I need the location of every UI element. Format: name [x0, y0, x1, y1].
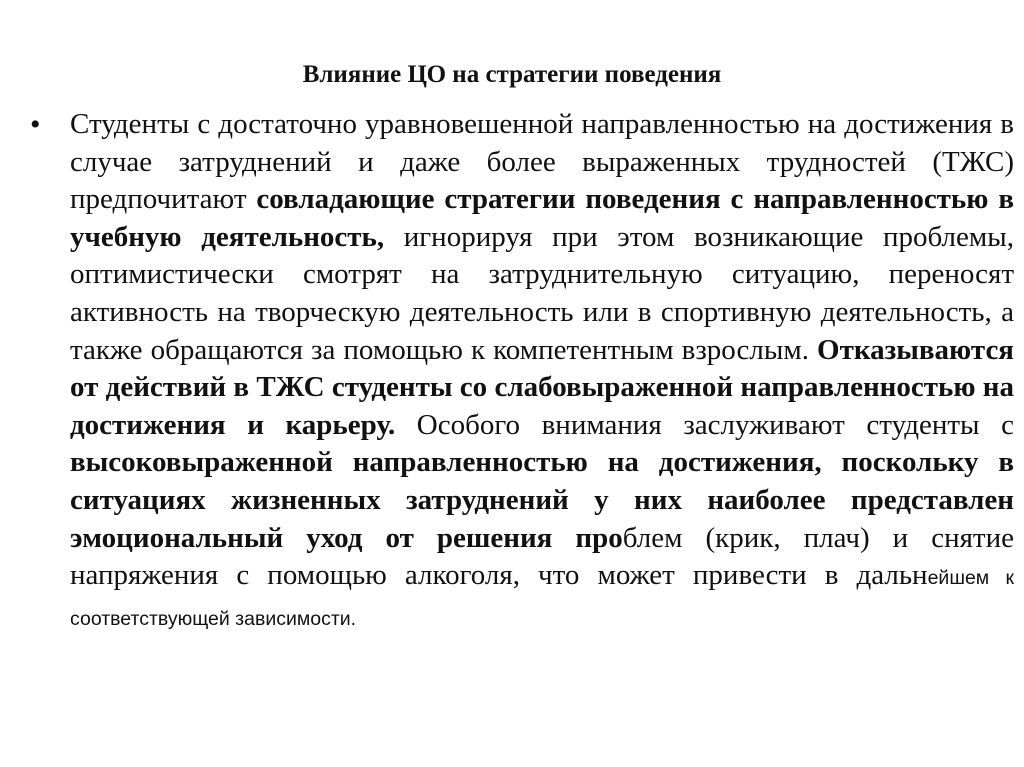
slide-title: Влияние ЦО на стратегии поведения — [302, 61, 722, 88]
text-segment: Особого внимания заслуживают студенты с — [395, 408, 1014, 441]
text-segment-sans: ейшем к соответствующей зависимости. — [70, 567, 1014, 630]
text-segment: блем (крик, плач) и снятие напряжения с помощью алкоголя, что может привести в дальн — [70, 521, 1014, 592]
text-segment: Студенты с достаточно уравновешенной направленностью на достижения в случае затруднений и даже более выраженных трудностей (ТЖС) предпочитают — [70, 108, 1014, 216]
text-segment-bold: Отказываются от действий в ТЖС студенты со слабовыраженной направленностью на достижения и карьеру. — [70, 333, 1014, 441]
text-segment: игнорируя при этом возникающие проблемы, оптимистически смотрят на затруднительную ситуацию, переносят активность на творческую деятельность или в спортивную деятельность, а также обращаются за помощью к компетентным взрослым. — [70, 220, 1014, 366]
bullet-icon: • — [30, 108, 41, 141]
bullet-paragraph — [70, 106, 1014, 638]
text-segment-bold: высоковыраженной направленностью на достижения, поскольку в ситуациях жизненных затруднений у них наиболее представлен эмоциональный уход от решения про — [70, 446, 1014, 554]
text-segment-bold: совладающие стратегии поведения с направленностью в учебную деятельность, — [70, 183, 1014, 253]
